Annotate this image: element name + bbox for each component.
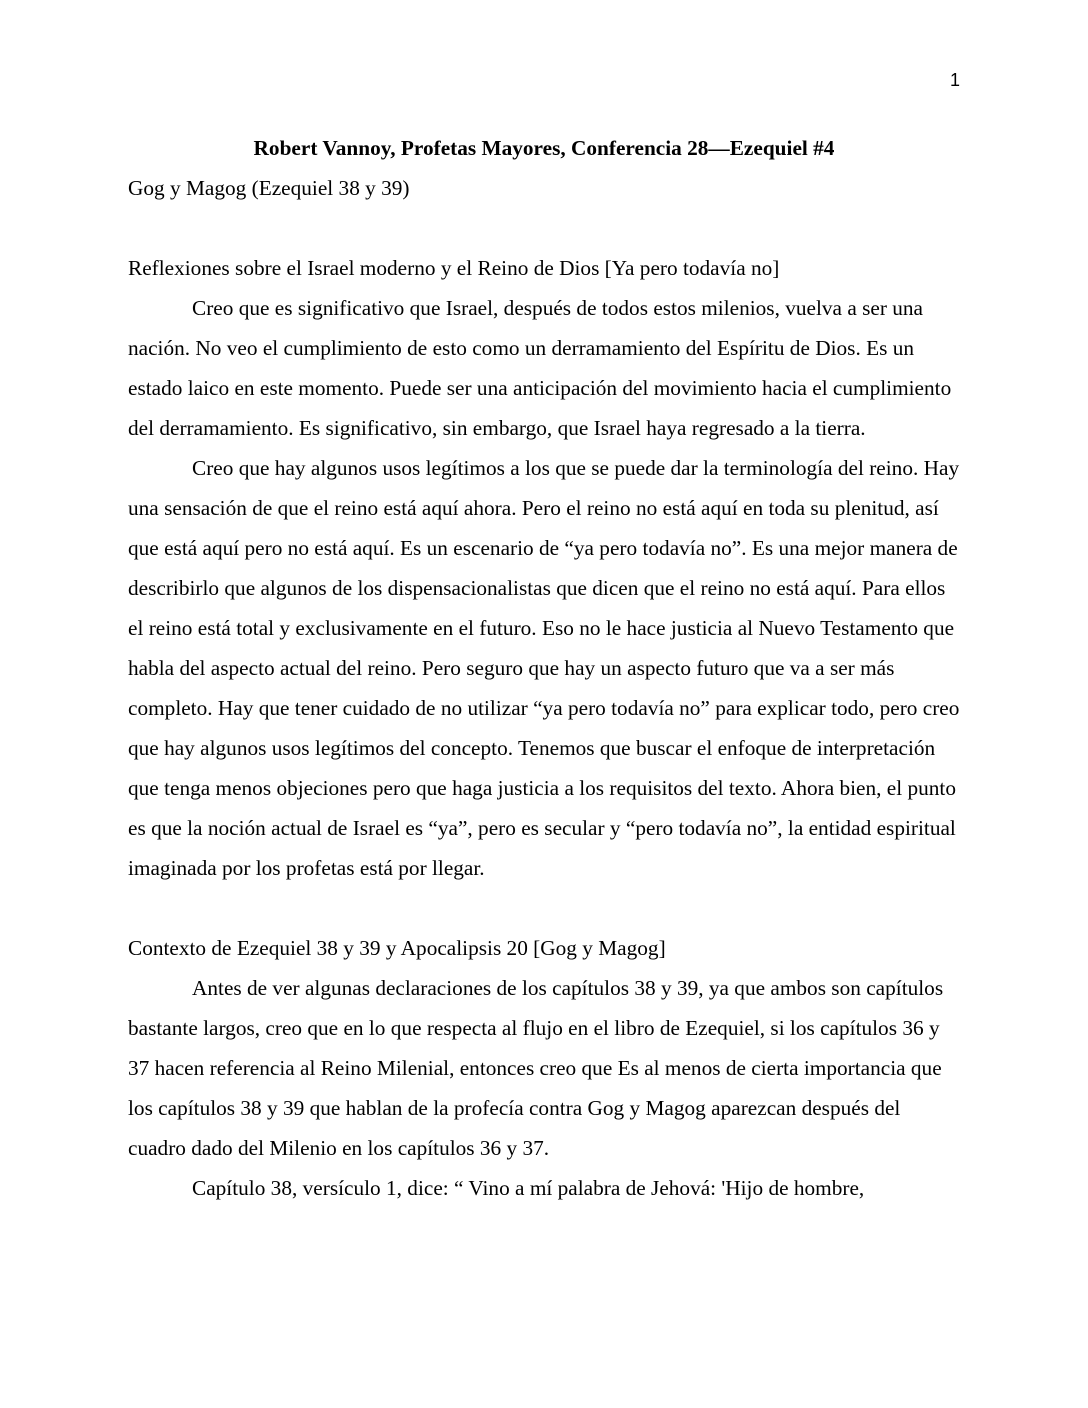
- blank-line: [128, 888, 960, 928]
- document-subtitle: Gog y Magog (Ezequiel 38 y 39): [128, 176, 410, 200]
- paragraph: Capítulo 38, versículo 1, dice: “ Vino a mí palabra de Jehová: 'Hijo de hombre,: [192, 1176, 865, 1200]
- document-body: [128, 128, 960, 1208]
- page-number: 1: [949, 70, 960, 90]
- blank-line: [128, 208, 960, 248]
- paragraph: Creo que es significativo que Israel, después de todos estos milenios, vuelva a ser una nación. No veo el cumplimiento de esto como un derramamiento del Espíritu de Dios. Es un estado laico en este momento. Puede ser una anticipación del movimiento hacia el cumplimiento del derramamiento. Es significativo, sin embargo, que Israel haya regresado a la tierra.: [128, 296, 952, 440]
- section-heading-contexto: Contexto de Ezequiel 38 y 39 y Apocalipsis 20 [Gog y Magog]: [128, 936, 666, 960]
- section-heading-reflexiones: Reflexiones sobre el Israel moderno y el Reino de Dios [Ya pero todavía no]: [128, 256, 780, 280]
- document-title: Robert Vannoy, Profetas Mayores, Conferencia 28—Ezequiel #4: [253, 136, 835, 160]
- paragraph: Antes de ver algunas declaraciones de los capítulos 38 y 39, ya que ambos son capítulos bastante largos, creo que en lo que respecta al flujo en el libro de Ezequiel, si los capítulos 36 y 37 hacen referencia al Reino Milenial, entonces creo que Es al menos de cierta importancia que los capítulos 38 y 39 que hablan de la profecía contra Gog y Magog aparezcan después del cuadro dado del Milenio en los capítulos 36 y 37.: [128, 976, 944, 1160]
- paragraph: Creo que hay algunos usos legítimos a los que se puede dar la terminología del reino. Hay una sensación de que el reino está aquí ahora. Pero el reino no está aquí en toda su plenitud, así que está aquí pero no está aquí. Es un escenario de “ya pero todavía no”. Es una mejor manera de describirlo que algunos de los dispensacionalistas que dicen que el reino no está aquí. Para ellos el reino está total y exclusivamente en el futuro. Eso no le hace justicia al Nuevo Testamento que habla del aspecto actual del reino. Pero seguro que hay un aspecto futuro que va a ser más completo. Hay que tener cuidado de no utilizar “ya pero todavía no” para explicar todo, pero creo que hay algunos usos legítimos del concepto. Tenemos que buscar el enfoque de interpretación que tenga menos objeciones pero que haga justicia a los requisitos del texto. Ahora bien, el punto es que la noción actual de Israel es “ya”, pero es secular y “pero todavía no”, la entidad espiritual imaginada por los profetas está por llegar.: [128, 456, 960, 880]
